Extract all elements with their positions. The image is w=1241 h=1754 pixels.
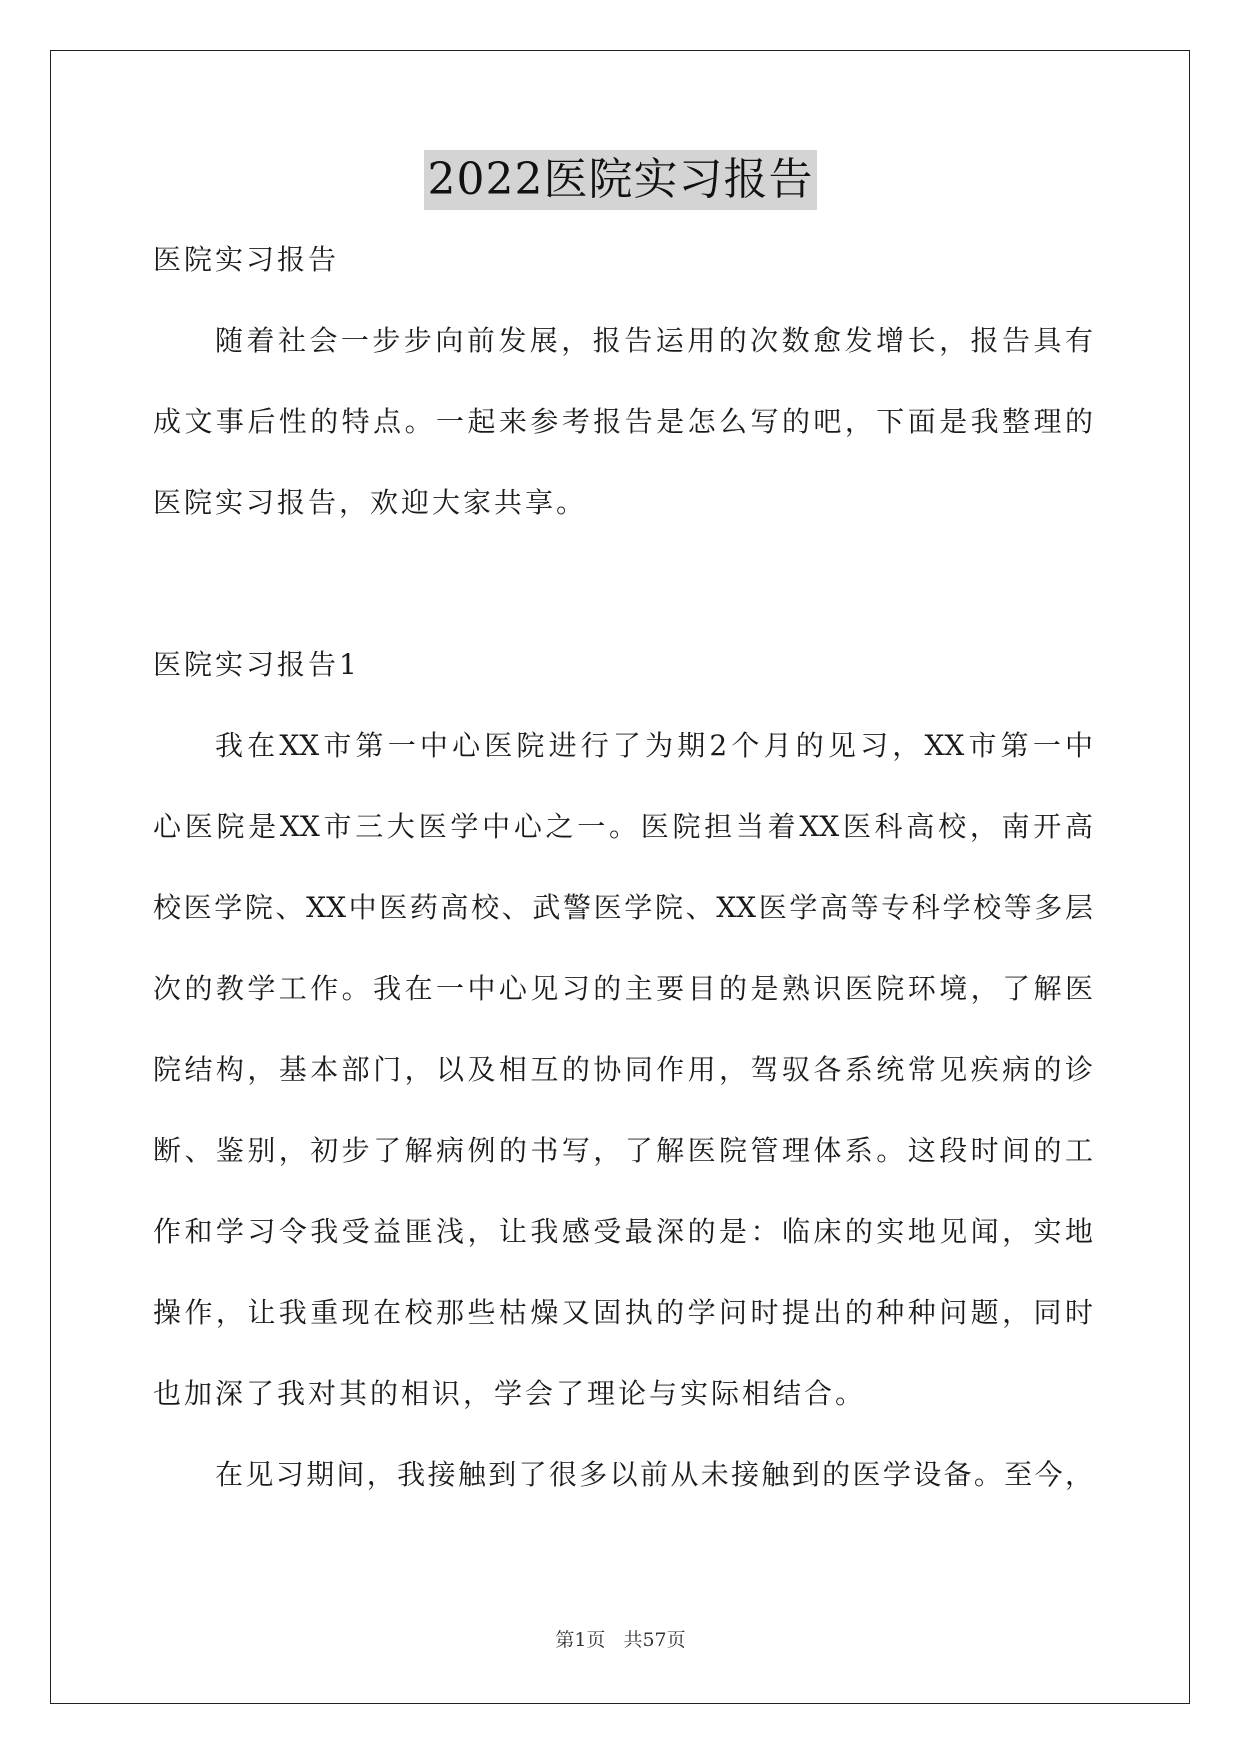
- paragraph-line: 校医学院、XX中医药高校、武警医学院、XX医学高等专科学校等多层: [153, 891, 1093, 924]
- page-footer: [0, 1625, 1241, 1652]
- paragraph-line: 随着社会一步步向前发展，报告运用的次数愈发增长，报告具有: [215, 324, 1093, 357]
- paragraph-line: 院结构，基本部门，以及相互的协同作用，驾驭各系统常见疾病的诊: [153, 1053, 1093, 1086]
- title-area: [0, 150, 1241, 210]
- section-heading: 医院实习报告1: [153, 648, 360, 681]
- paragraph-line: 作和学习令我受益匪浅，让我感受最深的是：临床的实地见闻，实地: [153, 1215, 1093, 1248]
- paragraph-line: 断、鉴别，初步了解病例的书写，了解医院管理体系。这段时间的工: [153, 1134, 1093, 1167]
- page-total: 共57页: [623, 1629, 686, 1651]
- document-body: [153, 240, 1093, 1536]
- paragraph-line: 次的教学工作。我在一中心见习的主要目的是熟识医院环境，了解医: [153, 972, 1093, 1005]
- paragraph-line: 操作，让我重现在校那些枯燥又固执的学问时提出的种种问题，同时: [153, 1296, 1093, 1329]
- section-heading: 医院实习报告: [153, 243, 340, 276]
- paragraph-line: 我在XX市第一中心医院进行了为期2个月的见习，XX市第一中: [215, 729, 1093, 762]
- blank-line: [153, 564, 1093, 645]
- paragraph-line: 也加深了我对其的相识，学会了理论与实际相结合。: [153, 1377, 867, 1410]
- page-number: 第1页: [555, 1629, 606, 1651]
- paragraph-line: 在见习期间，我接触到了很多以前从未接触到的医学设备。至今，: [215, 1458, 1093, 1491]
- paragraph-line: 心医院是XX市三大医学中心之一。医院担当着XX医科高校，南开高: [153, 810, 1093, 843]
- document-title: 2022医院实习报告: [424, 150, 818, 210]
- paragraph-line: 成文事后性的特点。一起来参考报告是怎么写的吧，下面是我整理的: [153, 405, 1093, 438]
- paragraph-line: 医院实习报告，欢迎大家共享。: [153, 486, 588, 519]
